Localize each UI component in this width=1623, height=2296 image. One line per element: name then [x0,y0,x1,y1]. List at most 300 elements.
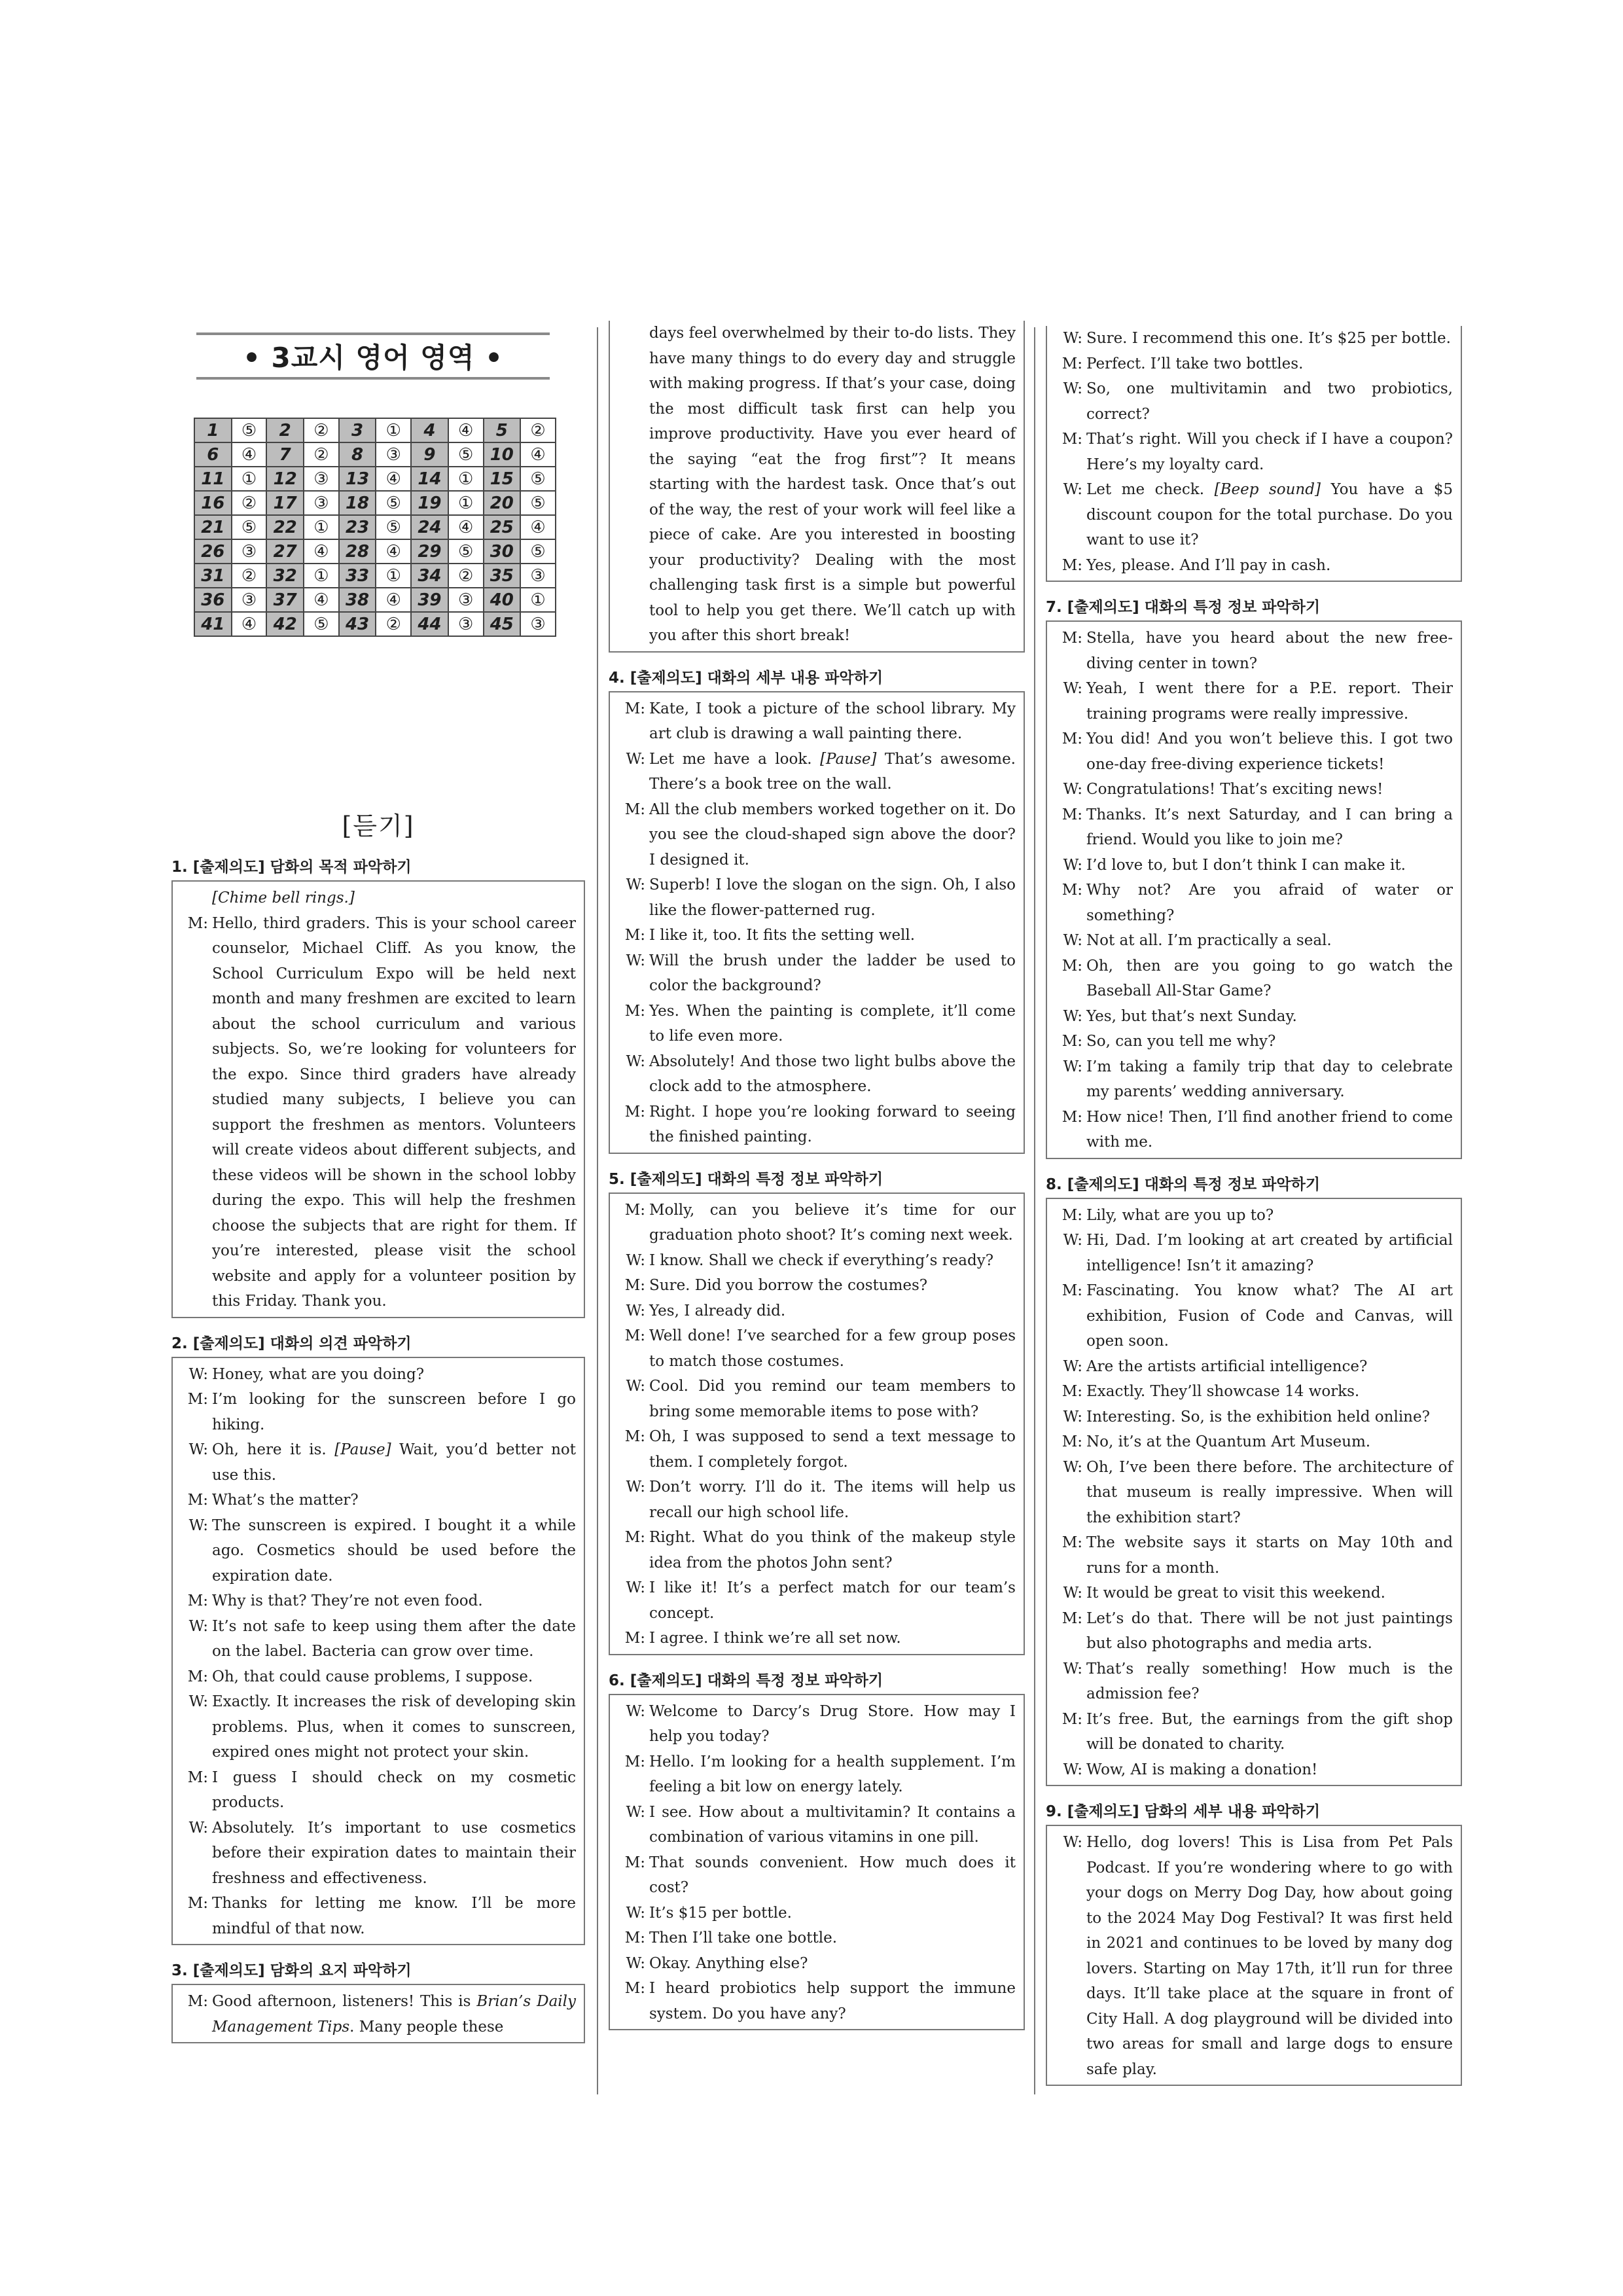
text-segment: Don’t worry. I’ll do it. The items will help us recall our high school life. [649,1479,1016,1521]
text-segment: Honey, what are you doing? [212,1365,425,1383]
question-number: 29 [411,539,448,564]
question-number: 28 [339,539,376,564]
dialogue-text [212,1989,576,2039]
speaker-label: W: [1063,481,1082,498]
dialogue-line [181,886,576,911]
dialogue-line [1055,1203,1453,1229]
speaker-label: M: [1061,806,1082,823]
question-number: 1 [194,418,232,442]
text-segment: Interesting. So, is the exhibition held online? [1086,1408,1430,1426]
dialogue-line [1055,1004,1453,1030]
answer-row [194,539,556,564]
question-number: 34 [411,564,448,588]
dialogue-text [212,1614,576,1664]
question-number: 41 [194,612,232,636]
dialogue-line [181,1588,576,1614]
dialogue-text [649,1800,1016,1850]
dialogue-line [1055,626,1453,676]
dialogue-text [212,1664,576,1690]
dialogue-line [1055,1278,1453,1354]
dialogue-text [1086,553,1453,579]
question-number: 13 [339,467,376,491]
dialogue-text [1086,928,1453,954]
dialogue-line [1055,351,1453,377]
text-segment: Yes, I already did. [649,1302,786,1319]
text-segment: . Many people these [349,2018,504,2036]
text-segment: Hello, dog lovers! This is Lisa from Pet Pals Podcast. If you’re wondering where to go with your dogs on Merry Dog Day, how about going to the 2024 May Dog Festival? It was first held in 2021 and continues to be loved by many dog lovers. Starting on May 17th, it’ll run for three days. It’ll take place at the square in front of City Hall. A dog playground will be divided into two areas for small and large dogs to ensure safe play. [1086,1834,1453,2078]
transcript-box [1046,620,1462,1159]
dialogue-text [1086,1581,1453,1606]
text-segment: days feel overwhelmed by their to-do lists. They have many things to do every day and struggle with making progress. If that’s your case, doing the most difficult task first can help you improve productivity. Have you ever heard of the saying “eat the frog first”? It means starting with the hardest task. Once that’s out of the way, the rest of your work will feel like a piece of cake. Are you interested in boosting your productivity? Dealing with the most challenging task first is a simple but powerful tool to help you get there. We’ll catch up with you after this short break! [649,325,1016,644]
text-segment: Hello. I’m looking for a health supplement. I’m feeling a bit low on energy lately. [649,1753,1016,1795]
dialogue-text [649,948,1016,999]
dialogue-text [649,1248,1016,1274]
dialogue-text [1086,1379,1453,1405]
speaker-label: M: [187,1895,208,1912]
speaker-label: W: [188,1819,208,1837]
question-number: 16 [194,491,232,515]
answer-choice: ④ [232,442,267,467]
speaker-label: M: [624,1630,645,1647]
dialogue-text [1086,802,1453,853]
speaker-label: M: [1061,431,1082,448]
column-2-sections [609,321,1025,2030]
question-number: 2 [266,418,304,442]
text-segment: Okay. Anything else? [649,1954,808,1972]
dialogue-line [618,1626,1016,1651]
question-number: 4 [411,418,448,442]
dialogue-line [618,1049,1016,1100]
dialogue-line [181,1513,576,1589]
dialogue-line [1055,326,1453,351]
answer-choice: ② [520,418,556,442]
answer-choice: ⑤ [376,491,411,515]
dialogue-text [1086,1657,1453,1707]
speaker-label: M: [624,1327,645,1344]
question-number: 15 [484,467,521,491]
dialogue-line [618,1323,1016,1374]
text-segment: I heard probiotics help support the immune system. Do you have any? [649,1980,1016,2022]
stage-direction: [Pause] [334,1441,391,1458]
dialogue-text [1086,1405,1453,1430]
answer-choice: ⑤ [520,467,556,491]
dialogue-line [181,1816,576,1892]
stage-direction: [Pause] [820,750,877,768]
text-segment: I know. Shall we check if everything’s ready? [649,1251,994,1269]
dialogue-text [1086,351,1453,377]
answer-choice: ⑤ [304,612,339,636]
answer-row [194,442,556,467]
dialogue-text [649,1273,1016,1299]
text-segment: I’m looking for the sunscreen before I go hiking. [212,1391,576,1433]
text-segment: Yeah, I went there for a P.E. report. Their training programs were really impressive. [1086,680,1453,723]
dialogue-line [618,1424,1016,1475]
dialogue-line [1055,1354,1453,1380]
answer-choice: ② [448,564,484,588]
dialogue-text [649,1749,1016,1800]
text-segment: It would be great to visit this weekend. [1086,1585,1385,1602]
answer-choice: ① [448,467,484,491]
column-divider-1 [597,327,598,2094]
speaker-label: M: [624,1980,645,1997]
text-segment: The website says it starts on May 10th and runs for a month. [1086,1534,1453,1577]
dialogue-line [618,1976,1016,2026]
text-segment: You have a $5 discount coupon for the total purchase. Do you want to use it? [1086,481,1454,548]
speaker-label: W: [188,1617,208,1635]
dialogue-line [1055,1707,1453,1757]
question-number: 27 [266,539,304,564]
answer-row [194,491,556,515]
dialogue-line [1055,1029,1453,1054]
speaker-label: M: [187,1391,208,1408]
dialogue-line [618,797,1016,873]
answer-row [194,515,556,539]
listening-heading: [듣기] [342,812,415,840]
transcript-box [1046,1198,1462,1787]
dialogue-text [1086,1004,1453,1030]
dialogue-text [212,1387,576,1437]
speaker-label: W: [626,1904,645,1922]
text-segment: Not at all. I’m practically a seal. [1086,932,1332,949]
speaker-label: W: [1063,1408,1082,1426]
answer-row [194,588,556,612]
dialogue-text [1086,1707,1453,1757]
dialogue-text [649,1525,1016,1575]
text-segment: Let me have a look. [649,750,821,768]
dialogue-text [649,999,1016,1049]
text-segment: That’s right. Will you check if I have a coupon? Here’s my loyalty card. [1086,431,1453,473]
dialogue-line [1055,1530,1453,1581]
question-number: 42 [266,612,304,636]
speaker-label: W: [188,1693,208,1710]
answer-table [194,418,556,637]
text-segment: The sunscreen is expired. I bought it a while ago. Cosmetics should be used before the expiration date. [212,1516,576,1585]
question-number: 14 [411,467,448,491]
dialogue-text [212,1488,576,1513]
text-segment: Then I’ll take one bottle. [649,1929,838,1946]
dialogue-line [1055,1228,1453,1278]
speaker-label: M: [1061,1206,1082,1224]
dialogue-text [649,872,1016,923]
text-segment: Are the artists artificial intelligence? [1086,1357,1368,1375]
section-title: 4. [출제의도] 대화의 세부 내용 파악하기 [609,669,883,687]
dialogue-line [618,948,1016,999]
question-number: 8 [339,442,376,467]
text-segment: Let me check. [1086,481,1215,498]
dialogue-text [649,1951,1016,1977]
speaker-label: W: [1063,1007,1082,1025]
dialogue-line [1055,553,1453,579]
answer-choice: ① [376,564,411,588]
dialogue-line [618,1699,1016,1749]
dialogue-text [1086,1455,1453,1531]
dialogue-text [1086,1530,1453,1581]
text-segment: Cool. Did you remind our team members to bring some memorable items to pose with? [649,1378,1016,1420]
answer-choice: ③ [520,612,556,636]
dialogue-text [649,1049,1016,1100]
dialogue-text [212,1689,576,1765]
speaker-label: M: [624,1854,645,1871]
dialogue-text [212,1513,576,1589]
text-segment: Why not? Are you afraid of water or something? [1086,882,1453,924]
speaker-label: W: [626,750,645,768]
column-1-sections [171,855,585,2043]
text-segment: Hi, Dad. I’m looking at art created by artificial intelligence! Isn’t it amazing? [1086,1232,1453,1274]
question-number: 26 [194,539,232,564]
transcript-box [171,1984,585,2043]
speaker-label: M: [624,927,645,944]
text-segment: Yes, please. And I’ll pay in cash. [1086,556,1331,574]
dialogue-text [1086,1757,1453,1783]
text-segment: I guess I should check on my cosmetic products. [212,1768,576,1811]
answer-choice: ① [232,467,267,491]
question-number: 39 [411,588,448,612]
text-segment: I like it, too. It fits the setting well. [649,927,916,944]
question-number: 43 [339,612,376,636]
dialogue-text [1086,427,1453,477]
speaker-label: M: [624,1103,645,1121]
question-number: 31 [194,564,232,588]
text-segment: Exactly. It increases the risk of developing skin problems. Plus, when it comes to sunscreen, expired ones might not protect your skin. [212,1693,576,1761]
transcript-box [171,1357,585,1946]
text-segment: Will the brush under the ladder be used to color the background? [649,952,1016,994]
text-segment: So, can you tell me why? [1086,1033,1276,1050]
text-segment: Wait, you’d better not use this. [212,1441,577,1484]
speaker-label: M: [1061,957,1082,975]
dialogue-text [1086,954,1453,1004]
answer-choice: ④ [376,539,411,564]
dialogue-line [1055,676,1453,726]
speaker-label [618,321,649,649]
answer-choice: ⑤ [448,539,484,564]
question-number: 11 [194,467,232,491]
dialogue-line [181,1387,576,1437]
dialogue-text [1086,853,1453,878]
dialogue-text [1086,878,1453,928]
dialogue-line [1055,928,1453,954]
dialogue-text [649,1100,1016,1150]
speaker-label: M: [187,1668,208,1685]
question-number: 21 [194,515,232,539]
speaker-label: M: [1061,1710,1082,1728]
dialogue-line [1055,1429,1453,1455]
speaker-label: M: [624,1277,645,1294]
stage-direction: Brian’s Daily Management Tips [212,1993,577,2036]
speaker-label: M: [1061,1108,1082,1126]
speaker-label: M: [624,1753,645,1770]
text-segment: No, it’s at the Quantum Art Museum. [1086,1433,1371,1450]
speaker-label: W: [1063,380,1082,397]
speaker-label: W: [1063,1458,1082,1476]
dialogue-line [618,1800,1016,1850]
dialogue-text [649,1976,1016,2026]
question-number: 32 [266,564,304,588]
page-title: • 3교시 영어 영역 • [196,332,550,380]
text-segment: Why is that? They’re not even food. [212,1592,483,1609]
speaker-label: M: [1061,1609,1082,1627]
dialogue-line [1055,954,1453,1004]
speaker-label: W: [188,1441,208,1458]
answer-choice: ④ [232,612,267,636]
dialogue-line [618,999,1016,1049]
question-number: 20 [484,491,521,515]
dialogue-text [649,923,1016,948]
speaker-label: W: [626,876,645,893]
speaker-label: M: [1061,882,1082,899]
answer-choice: ③ [376,442,411,467]
dialogue-line [618,1525,1016,1575]
speaker-label: W: [1063,1834,1082,1851]
text-segment: Yes, but that’s next Sunday. [1086,1007,1297,1025]
dialogue-line [618,872,1016,923]
dialogue-line [181,1765,576,1816]
answer-choice: ③ [232,588,267,612]
dialogue-line [1055,427,1453,477]
question-number: 12 [266,467,304,491]
speaker-label: W: [1063,781,1082,798]
speaker-label: M: [1061,355,1082,372]
dialogue-text [1086,376,1453,427]
text-segment: Exactly. They’ll showcase 14 works. [1086,1383,1360,1400]
dialogue-text [1086,1054,1453,1105]
column-1 [171,326,585,2043]
answer-choice: ④ [520,442,556,467]
speaker-label: M: [624,1201,645,1219]
answer-choice: ⑤ [448,442,484,467]
dialogue-line [618,1901,1016,1926]
section-title: 9. [출제의도] 담화의 세부 내용 파악하기 [1046,1803,1321,1820]
speaker-label: M: [624,1002,645,1020]
question-number: 44 [411,612,448,636]
answer-choice: ① [304,564,339,588]
answer-choice: ③ [448,612,484,636]
answer-choice: ② [304,418,339,442]
question-number: 18 [339,491,376,515]
text-segment: Perfect. I’ll take two bottles. [1086,355,1304,372]
speaker-label: W: [188,1365,208,1383]
question-number: 36 [194,588,232,612]
speaker-label: W: [1063,1660,1082,1677]
dialogue-line [181,911,576,1314]
dialogue-line [1055,802,1453,853]
dialogue-text [649,1323,1016,1374]
text-segment: Wow, AI is making a donation! [1086,1761,1318,1778]
answer-choice: ⑤ [376,515,411,539]
speaker-label: W: [1063,1357,1082,1375]
stage-direction: [Beep sound] [1214,481,1321,498]
answer-choice: ④ [448,515,484,539]
answer-choice: ① [376,418,411,442]
speaker-label: M: [1061,1433,1082,1450]
dialogue-text [649,1575,1016,1626]
dialogue-text [649,696,1016,747]
column-3-sections [1046,326,1462,2086]
text-segment: Oh, here it is. [212,1441,335,1458]
dialogue-line [1055,726,1453,777]
text-segment: Lily, what are you up to? [1086,1206,1274,1224]
dialogue-text [1086,326,1453,351]
column-divider-2 [1034,327,1035,2094]
dialogue-line [181,1614,576,1664]
answer-choice: ③ [448,588,484,612]
dialogue-text [649,1626,1016,1651]
text-segment: So, one multivitamin and two probiotics, correct? [1086,380,1453,423]
question-number: 6 [194,442,232,467]
dialogue-text [212,886,576,911]
dialogue-line [618,321,1016,649]
speaker-label: M: [1061,1033,1082,1050]
text-segment: How nice! Then, I’ll find another friend to come with me. [1086,1108,1453,1151]
section-title: 6. [출제의도] 대화의 특정 정보 파악하기 [609,1672,883,1689]
text-segment: I’d love to, but I don’t think I can make it. [1086,856,1406,874]
dialogue-line [1055,1830,1453,2082]
question-number: 5 [484,418,521,442]
speaker-label: M: [624,1929,645,1946]
dialogue-line [1055,1054,1453,1105]
dialogue-text [1086,477,1453,553]
text-segment: Good afternoon, listeners! This is [212,1993,477,2010]
dialogue-text [649,797,1016,873]
text-segment: Fascinating. You know what? The AI art exhibition, Fusion of Code and Canvas, will open soon. [1086,1282,1453,1350]
question-number: 24 [411,515,448,539]
column-3 [1046,326,1462,2086]
text-segment: Kate, I took a picture of the school library. My art club is drawing a wall painting there. [649,700,1016,742]
dialogue-text [1086,1278,1453,1354]
dialogue-text [212,1437,576,1488]
text-segment: Oh, I’ve been there before. The architecture of that museum is really impressive. When will the exhibition start? [1086,1458,1453,1526]
speaker-label: M: [624,1529,645,1546]
dialogue-text [649,1299,1016,1324]
text-segment: Sure. I recommend this one. It’s $25 per bottle. [1086,330,1451,347]
dialogue-text [212,1362,576,1388]
dialogue-line [618,1575,1016,1626]
dialogue-text [649,1424,1016,1475]
text-segment: Hello, third graders. This is your school career counselor, Michael Cliff. As you know, the School Curriculum Expo will be held next month and many freshmen are excited to learn about the school curriculum and various subjects. So, we’re looking for volunteers for the expo. Since third graders have already studied many subjects, I believe you can support the freshmen as mentors. Volunteers will create videos about different subjects, and these videos will be shown in the school lobby during the expo. This will help the freshmen choose the subjects that are right for them. If you’re interested, please visit the school website and apply for a volunteer position by this Friday. Thank you. [212,914,576,1310]
dialogue-line [1055,878,1453,928]
question-number: 23 [339,515,376,539]
dialogue-line [618,1374,1016,1424]
answer-row [194,467,556,491]
section-title: 1. [출제의도] 담화의 목적 파악하기 [171,859,412,876]
transcript-box [1046,326,1462,582]
dialogue-line [618,1749,1016,1800]
text-segment: Absolutely! And those two light bulbs above the clock add to the atmosphere. [649,1052,1016,1095]
dialogue-text [1086,1105,1453,1155]
speaker-label: M: [1061,730,1082,747]
speaker-label: W: [1063,1761,1082,1778]
speaker-label: M: [1061,1282,1082,1299]
transcript-box [609,691,1025,1154]
speaker-label: M: [187,914,208,932]
dialogue-line [618,747,1016,797]
dialogue-text [1086,676,1453,726]
question-number: 10 [484,442,521,467]
text-segment: Superb! I love the slogan on the sign. Oh, I also like the flower-patterned rug. [649,876,1016,919]
text-segment: Thanks. It’s next Saturday, and I can bring a friend. Would you like to join me? [1086,806,1453,848]
text-segment: That’s really something! How much is the admission fee? [1086,1660,1453,1702]
speaker-label: W: [626,1378,645,1395]
section-title: 3. [출제의도] 담화의 요지 파악하기 [171,1962,412,1979]
speaker-label: W: [626,1302,645,1319]
dialogue-line [618,1248,1016,1274]
dialogue-text [1086,1830,1453,2082]
text-segment: Sure. Did you borrow the costumes? [649,1277,928,1294]
speaker-label: M: [187,1492,208,1509]
transcript-box [171,880,585,1318]
answer-choice: ④ [376,467,411,491]
dialogue-line [181,1362,576,1388]
dialogue-line [181,1437,576,1488]
